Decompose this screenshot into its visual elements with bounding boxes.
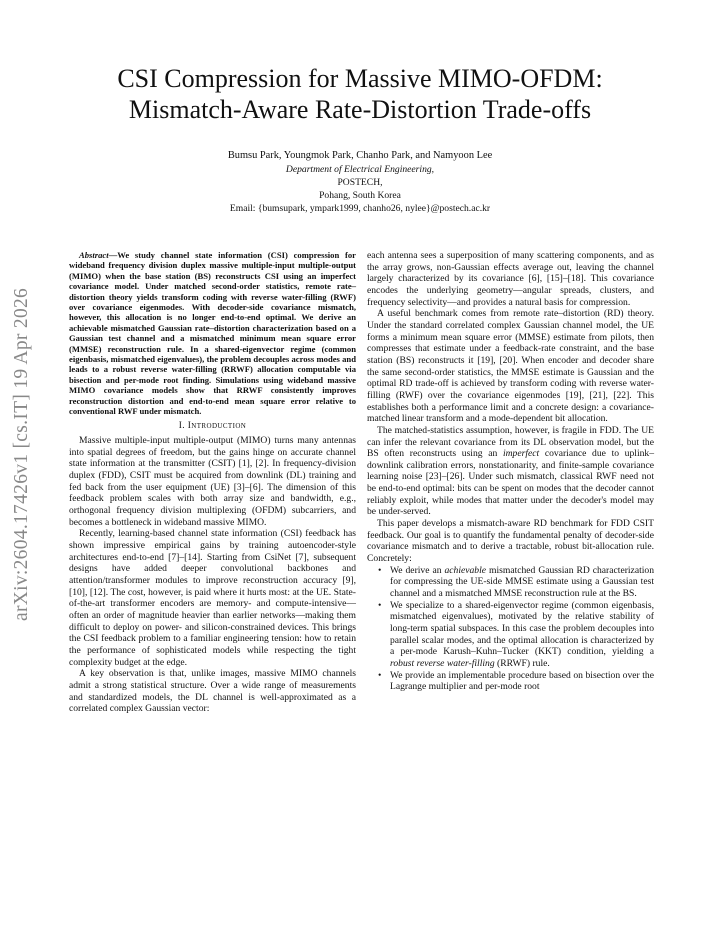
contribution-list <box>367 565 654 693</box>
abstract-lead: Abstract <box>79 250 109 260</box>
contribution-1-emphasis: achievable <box>444 564 487 576</box>
contribution-intro-paragraph: This paper develops a mismatch-aware RD benchmark for FDD CSIT feedback. Our goal is to quantify the fundamental penalty of decoder-side covariance mismatch and to derive a tractable, robust bit-allocation rule. Concretely: <box>367 518 654 565</box>
affiliation-block <box>60 163 660 215</box>
contribution-1-text-a: We derive an <box>390 564 445 576</box>
mismatch-text-b: covariance due to uplink–downlink calibration errors, nonstationarity, and finite-sample covariance learning noise [23]–[26]. Under such mismatch, classical RWF need not be end-to-end optimal: bits can be spent on modes that the decoder cannot reliably exploit, while modes that matter under the decoder's model may be under-served. <box>367 448 655 518</box>
abstract-text: —We study channel state information (CSI) compression for wideband frequency division duplex massive multiple-input multiple-output (MIMO) when the base station (BS) reconstructs CSI using an imperfect covariance model. Under matched second-order statistics, remote rate–distortion theory yields transform coding with reverse water-filling (RWF) over covariance eigenmodes. With decoder-side covariance mismatch, however, this allocation is no longer end-to-end optimal. We derive an achievable mismatched Gaussian rate–distortion characterization based on a Gaussian test channel and a mismatched minimum mean square error (MMSE) reconstruction rule. In a shared-eigenvector regime (common eigenbasis, mismatched eigenvalues), the problem decouples across modes and leads to a robust reverse water-filling (RRWF) allocation computable via bisection and per-mode root finding. Simulations using wideband massive MIMO covariance models show that RRWF consistently improves reconstruction distortion and end-to-end mean square error relative to conventional RWF under mismatch. <box>69 250 356 417</box>
department: Department of Electrical Engineering, <box>285 164 435 175</box>
rd-benchmark-paragraph: A useful benchmark comes from remote rate–distortion (RD) theory. Under the standard correlated complex Gaussian channel model, the UE forms a minimum mean square error (MMSE) estimate from pilots, then compresses that estimate under a feedback-rate constraint, and the base station (BS) reconstructs it [19], [20]. When encoder and decoder share the same second-order statistics, the MMSE estimate is Gaussian and the optimal RD trade-off is achieved by transform coding with reverse water-filling (RWF) over the covariance eigenmodes [19], [21], [22]. This establishes both a performance limit and a concrete design: a covariance-matched linear transform and a mode-dependent bit allocation. <box>367 308 654 425</box>
author-list: Bumsu Park, Youngmok Park, Chanho Park, and Namyoon Lee <box>227 150 493 161</box>
title-line-1: CSI Compression for Massive MIMO-OFDM: <box>117 64 603 93</box>
intro-paragraph-2: Recently, learning-based channel state information (CSI) feedback has shown impressive empirical gains by training autoencoder-style architectures end-to-end [7]–[14]. Starting from CsiNet [7], subsequent designs have added deeper convolutional backbones and attention/transformer modules to improve reconstruction accuracy [9], [10], [12]. The cost, however, is paid where it hurts most: at the UE. State-of-the-art transformer encoders are memory- and compute-intensive—often an order of magnitude heavier than earlier networks—making them difficult to deploy on power- and silicon-constrained devices. This brings the CSI feedback problem to a familiar engineering tension: how to retain the performance of sophisticated models while respecting the tight complexity budget at the edge. <box>69 528 356 668</box>
title-line-2: Mismatch-Aware Rate-Distortion Trade-offs <box>128 95 592 124</box>
intro-paragraph-1: Massive multiple-input multiple-output (MIMO) turns many antennas into spatial degrees of freedom, but the gains hinge on accurate channel state information at the transmitter (CSIT) [1], [2]. In frequency-division duplex (FDD), CSIT must be acquired from downlink (DL) training and fed back from the user equipment (UE) [3]–[6]. The dimension of this feedback problem scales with both array size and bandwidth, e.g., orthogonal frequency division multiplexing (OFDM) subcarriers, and becomes a bottleneck in wideband massive MIMO. <box>69 435 356 528</box>
mismatch-emphasis: imperfect <box>502 448 540 460</box>
section-heading-introduction <box>69 421 356 433</box>
contribution-item-3: • We provide an implementable procedure based on bisection over the Lagrange multiplier and per-mode root <box>380 670 654 693</box>
institution: POSTECH, <box>337 177 383 188</box>
contribution-2-text-b: (RRWF) rule. <box>494 657 550 669</box>
section-number: I. <box>178 420 186 431</box>
arxiv-identifier: arXiv:2604.17426v1 [cs.IT] 19 Apr 2026 <box>11 287 32 621</box>
location: Pohang, South Korea <box>319 190 401 201</box>
abstract <box>69 250 356 417</box>
mismatch-text-a: The matched-statistics assumption, however, is fragile in FDD. The UE can infer the relevant covariance from its DL observation model, but the BS often reconstructs using an <box>367 424 654 460</box>
section-title: Introduction <box>187 420 247 431</box>
contribution-2-text-a: We specialize to a shared-eigenvector regime (common eigenbasis, mismatched eigenvalues), motivated by the relative stability of long-term spatial subspaces. In this case the problem decouples into parallel scalar modes, and the optimal allocation is characterized by a per-mode Karush–Kuhn–Tucker (KKT) condition, yielding a <box>390 599 654 658</box>
contribution-2-emphasis: robust reverse water-filling <box>390 657 495 669</box>
mismatch-paragraph <box>367 425 654 518</box>
paper-title <box>60 63 660 125</box>
intro-paragraph-3: A key observation is that, unlike images, massive MIMO channels admit a strong statistical structure. Over a wide range of measurements and standardized models, the DL channel is well-approximated as a correlated complex Gaussian vector: <box>69 668 356 715</box>
left-column <box>69 250 356 715</box>
contribution-item-1 <box>380 565 654 600</box>
continued-paragraph: each antenna sees a superposition of many scattering components, and as the array grows, non-Gaussian effects average out, leaving the channel largely characterized by its covariance [6], [15]–[18]. This covariance encodes the underlying geometry—angular spreads, clusters, and frequency selectivity—and provides a natural basis for compression. <box>367 250 654 308</box>
contribution-item-2 <box>380 600 654 670</box>
contribution-1-text-b: mismatched Gaussian RD characterization for compressing the UE-side MMSE estimate using a Gaussian test channel and a mismatched MMSE reconstruction rule at the BS. <box>390 564 654 600</box>
email: Email: {bumsupark, ympark1999, chanho26, nylee}@postech.ac.kr <box>229 203 491 214</box>
right-column <box>367 250 654 693</box>
